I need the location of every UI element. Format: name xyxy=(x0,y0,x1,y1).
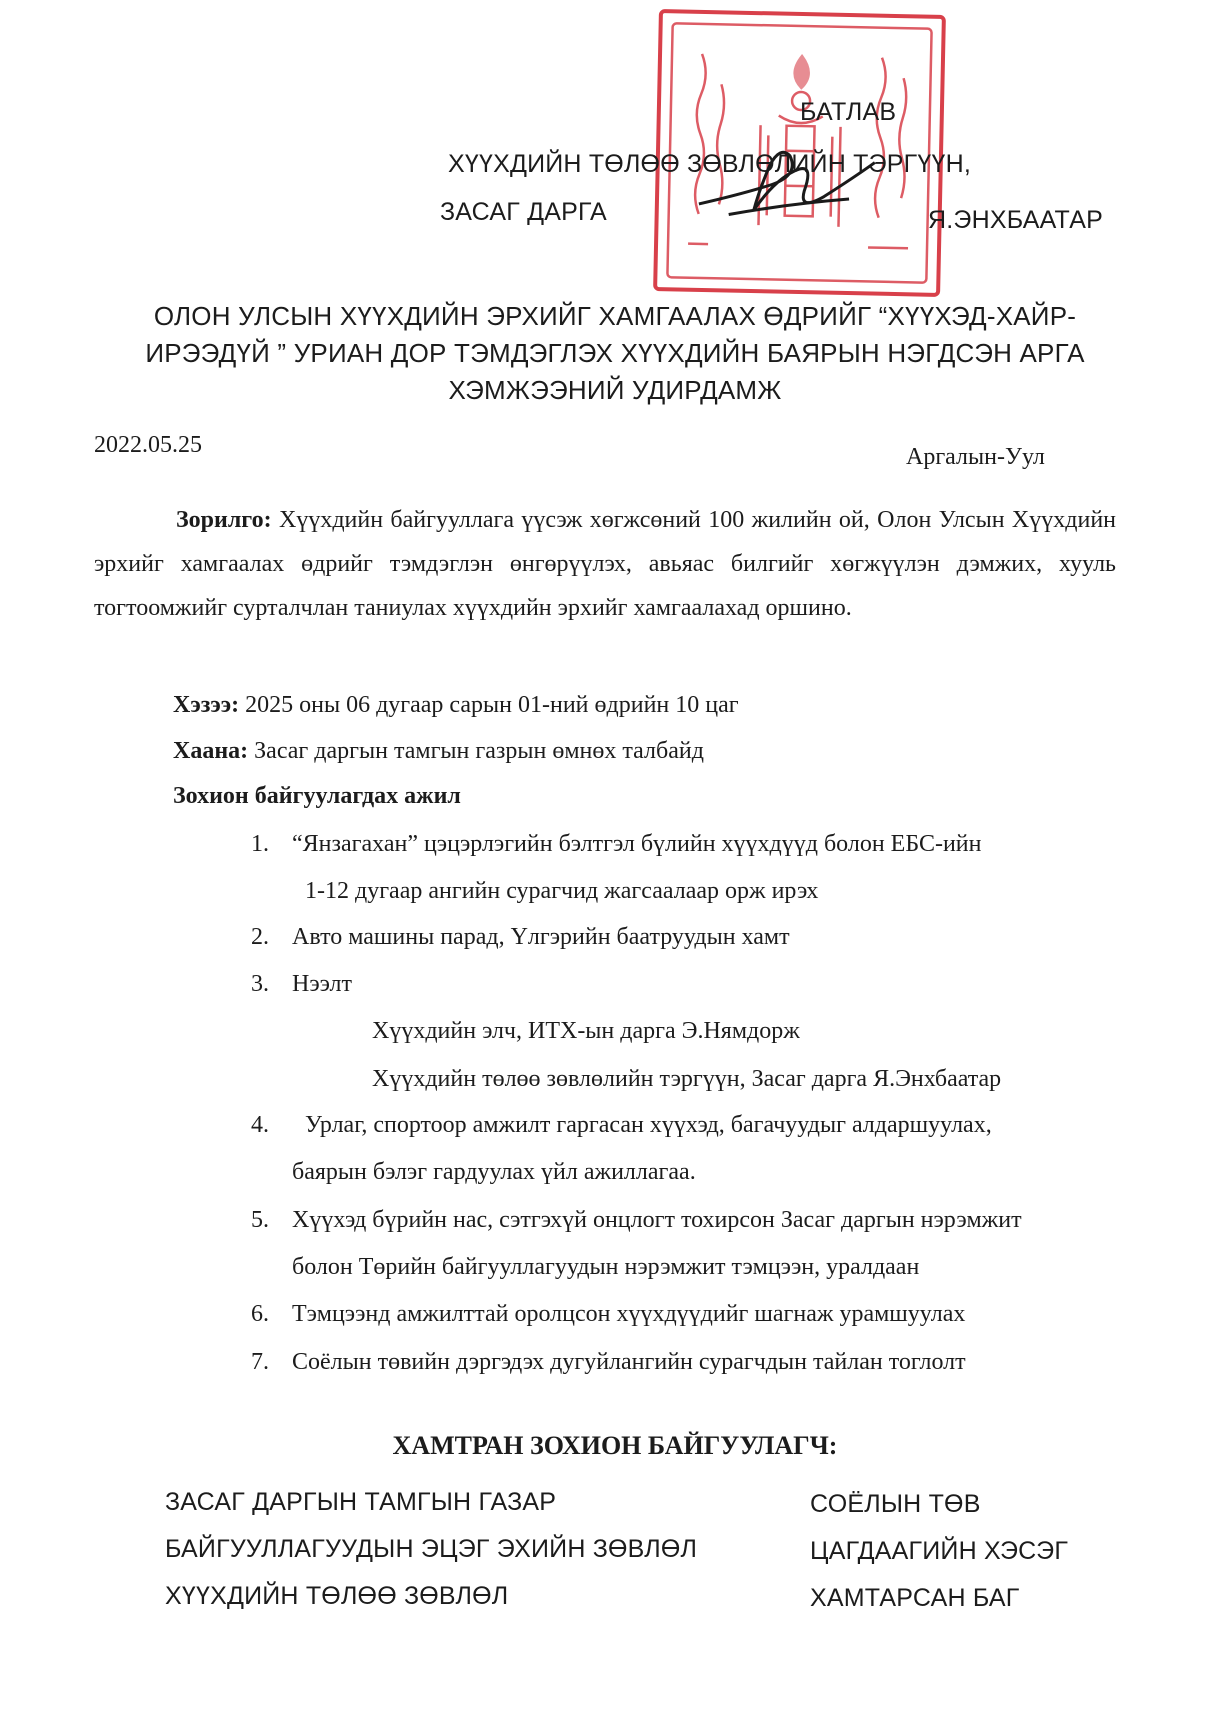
list-item-number: 2. xyxy=(251,924,269,950)
list-item-text: баярын бэлэг гардуулах үйл ажиллагаа. xyxy=(292,1159,696,1185)
title-line: ХЭМЖЭЭНИЙ УДИРДАМЖ xyxy=(448,375,782,405)
list-item-number: 6. xyxy=(251,1301,269,1327)
list-item-text: Урлаг, спортоор амжилт гаргасан хүүхэд, багачуудыг алдаршуулах, xyxy=(305,1112,992,1138)
list-item-text: Хүүхэд бүрийн нас, сэтгэхүй онцлогт тохирсон Засаг даргын нэрэмжит xyxy=(292,1207,1022,1233)
where-line xyxy=(173,738,704,765)
where-label: Хаана: xyxy=(173,738,249,764)
list-item-number: 1. xyxy=(251,831,269,857)
where-text: Засаг даргын тамгын газрын өмнөх талбайд xyxy=(248,738,704,764)
list-item-text: Соёлын төвийн дэргэдэх дугуйлангийн сурагчдын тайлан тоглолт xyxy=(292,1349,966,1375)
when-text: 2025 оны 06 дугаар сарын 01-ний өдрийн 10 цаг xyxy=(239,692,739,718)
list-item-subtext: Хүүхдийн төлөө зөвлөлийн тэргүүн, Засаг дарга Я.Энхбаатар xyxy=(372,1066,1002,1092)
when-label: Хэзээ: xyxy=(173,692,240,718)
purpose-paragraph xyxy=(94,498,1116,630)
list-item-number: 7. xyxy=(251,1349,269,1375)
list-item-subtext: Хүүхдийн элч, ИТХ-ын дарга Э.Нямдорж xyxy=(372,1018,800,1044)
list-item-text: Тэмцээнд амжилттай оролцсон хүүхдүүдийг шагнаж урамшуулах xyxy=(292,1301,966,1327)
document-title xyxy=(95,298,1135,409)
list-item-text: “Янзагахан” цэцэрлэгийн бэлтгэл бүлийн хүүхдүүд болон ЕБС-ийн xyxy=(292,831,982,857)
list-item-number: 4. xyxy=(251,1112,269,1138)
when-line xyxy=(173,692,739,719)
approval-position: ЗАСАГ ДАРГА xyxy=(440,198,607,226)
co-organizer-left: БАЙГУУЛЛАГУУДЫН ЭЦЭГ ЭХИЙН ЗӨВЛӨЛ xyxy=(165,1535,698,1563)
purpose-label: Зорилго: xyxy=(176,507,272,533)
co-organizer-right: ХАМТАРСАН БАГ xyxy=(810,1584,1020,1612)
approval-label: БАТЛАВ xyxy=(800,98,897,126)
approver-name: Я.ЭНХБААТАР xyxy=(928,206,1103,234)
co-organizer-right: ЦАГДААГИЙН ХЭСЭГ xyxy=(810,1537,1069,1565)
co-organizers-heading: ХАМТРАН ЗОХИОН БАЙГУУЛАГЧ: xyxy=(392,1431,838,1460)
document-place: Аргалын-Уул xyxy=(906,444,1045,470)
approval-title: ХҮҮХДИЙН ТӨЛӨӨ ЗӨВЛӨЛИЙН ТЭРГҮҮН, xyxy=(448,150,971,178)
list-item-text: болон Төрийн байгууллагуудын нэрэмжит тэмцээн, уралдаан xyxy=(292,1254,920,1280)
list-item-number: 5. xyxy=(251,1207,269,1233)
co-organizer-left: ЗАСАГ ДАРГЫН ТАМГЫН ГАЗАР xyxy=(165,1488,557,1516)
co-organizer-left: ХҮҮХДИЙН ТӨЛӨӨ ЗӨВЛӨЛ xyxy=(165,1582,509,1610)
list-item-text: Нээлт xyxy=(292,971,352,997)
co-organizer-right: СОЁЛЫН ТӨВ xyxy=(810,1490,981,1518)
list-item-number: 3. xyxy=(251,971,269,997)
document-date: 2022.05.25 xyxy=(94,432,202,458)
title-line: ИРЭЭДҮЙ ” УРИАН ДОР ТЭМДЭГЛЭХ ХҮҮХДИЙН БАЯРЫН НЭГДСЭН АРГА xyxy=(145,338,1085,368)
list-item-text: Авто машины парад, Үлгэрийн баатруудын хамт xyxy=(292,924,790,950)
list-item-text: 1-12 дугаар ангийн сурагчид жагсаалаар орж ирэх xyxy=(305,878,819,904)
purpose-text: Хүүхдийн байгууллага үүсэж хөгжсөний 100 жилийн ой, Олон Улсын Хүүхдийн эрхийг хамгаалах өдрийг тэмдэглэн өнгөрүүлэх, авьяас билгийг хөгжүүлэн дэмжих, хууль тогтоомжийг сурталчлан таниулах хүүхдийн эрхийг хамгаалахад оршино. xyxy=(94,507,1116,621)
title-line: ОЛОН УЛСЫН ХҮҮХДИЙН ЭРХИЙГ ХАМГААЛАХ ӨДРИЙГ “ХҮҮХЭД-ХАЙР- xyxy=(153,301,1077,331)
activities-heading: Зохион байгуулагдах ажил xyxy=(173,783,461,809)
